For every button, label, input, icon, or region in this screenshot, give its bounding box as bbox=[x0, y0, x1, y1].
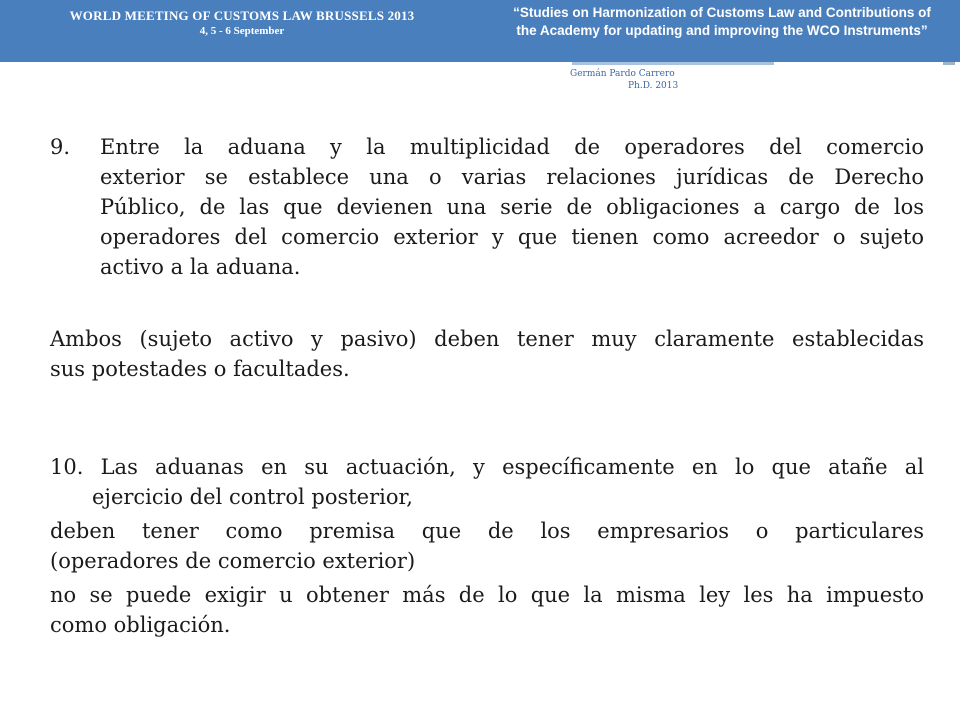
study-title-line-2: the Academy for updating and improving the WCO Instruments” bbox=[516, 23, 928, 38]
item-9-line: activo a la aduana. bbox=[100, 255, 301, 279]
ambos-line: Ambos (sujeto activo y pasivo) deben tener muy claramente establecidas bbox=[50, 327, 924, 351]
meeting-dates: 4, 5 - 6 September bbox=[199, 25, 285, 37]
item-10-line bbox=[50, 452, 924, 482]
item-9-line: Público, de las que devienen una serie de obligaciones a cargo de los bbox=[100, 195, 924, 219]
item-10-paragraph bbox=[50, 452, 924, 482]
header-divider bbox=[572, 62, 774, 65]
item-9-number: 9. bbox=[50, 135, 71, 159]
author-name: Germán Pardo Carrero bbox=[570, 69, 675, 79]
meeting-heading bbox=[0, 0, 484, 62]
author-credit bbox=[570, 68, 690, 92]
study-title bbox=[484, 4, 960, 40]
deben-line: (operadores de comercio exterior) bbox=[50, 549, 416, 573]
study-title-line-1: “Studies on Harmonization of Customs Law and Contributions of bbox=[513, 5, 931, 20]
author-degree: Ph.D. 2013 bbox=[628, 81, 679, 91]
ambos-paragraph bbox=[50, 324, 924, 384]
item-9-line: Entre la aduana y la multiplicidad de operadores del comercio bbox=[100, 135, 924, 159]
deben-line: deben tener como premisa que de los empresarios o particulares bbox=[50, 519, 924, 543]
no-paragraph bbox=[50, 580, 924, 640]
ambos-line: sus potestades o facultades. bbox=[50, 357, 350, 381]
no-line: no se puede exigir u obtener más de lo que la misma ley les ha impuesto bbox=[50, 583, 924, 607]
item-9-line: exterior se establece una o varias relaciones jurídicas de Derecho bbox=[100, 165, 924, 189]
deben-paragraph bbox=[50, 516, 924, 576]
item-9-line: operadores del comercio exterior y que tienen como acreedor o sujeto bbox=[100, 225, 924, 249]
meeting-title: WORLD MEETING OF CUSTOMS LAW BRUSSELS 2013 bbox=[69, 8, 415, 23]
item-10-number: 10. bbox=[50, 455, 84, 479]
no-line: como obligación. bbox=[50, 613, 231, 637]
item-9-text bbox=[100, 132, 924, 282]
item-9-paragraph bbox=[50, 132, 924, 282]
corner-mark bbox=[943, 62, 955, 65]
item-10-text: Las aduanas en su actuación, y específicamente en lo que atañe al bbox=[83, 455, 924, 479]
item-10-continuation: ejercicio del control posterior, bbox=[92, 485, 413, 509]
